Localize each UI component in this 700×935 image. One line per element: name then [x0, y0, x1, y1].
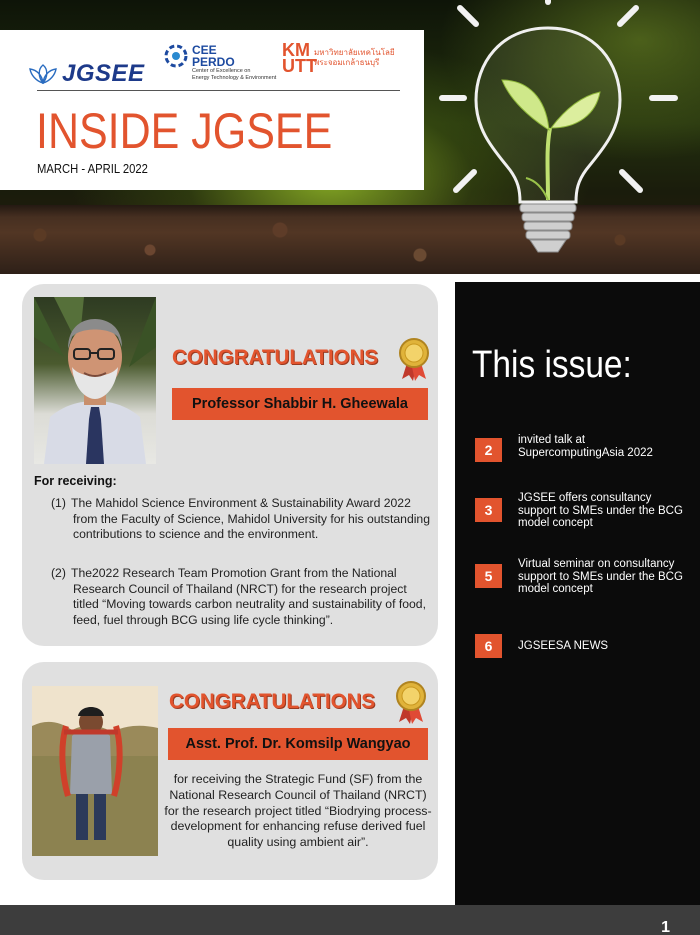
lightbulb-sprout-icon: [430, 0, 700, 274]
congratulations-card-wangyao: [22, 662, 438, 880]
issue-item[interactable]: [475, 492, 688, 530]
awardee-name-banner: Professor Shabbir H. Gheewala: [172, 388, 428, 420]
issue-item-label: Virtual seminar on consultancy support to SMEs under the BCG model concept: [518, 558, 683, 595]
cee-perdo-logo: CEE PERDO Center of Excellence on Energy Technology & Environment: [164, 44, 276, 82]
gold-medal-icon: [395, 680, 427, 724]
congratulations-heading: CONGRATULATIONS: [169, 690, 376, 713]
kmutt-logo: KM UTT มหาวิทยาลัยเทคโนโลยี พระจอมเกล้าธนบุรี: [282, 40, 395, 76]
issue-item[interactable]: [475, 434, 688, 462]
issue-item-label: JGSEE offers consultancy support to SMEs under the BCG model concept: [518, 492, 683, 529]
page-number-badge: 2: [475, 438, 502, 462]
congratulations-heading: CONGRATULATIONS: [172, 346, 379, 369]
issue-item[interactable]: [475, 634, 688, 658]
page-number-badge: 5: [475, 564, 502, 588]
issue-item[interactable]: [475, 558, 688, 596]
awardee-name-banner: Asst. Prof. Dr. Komsilp Wangyao: [168, 728, 428, 760]
issue-date: MARCH - APRIL 2022: [37, 162, 148, 176]
title-divider: [37, 90, 400, 91]
this-issue-sidebar: [455, 282, 700, 905]
jgsee-logo: JGSEE: [28, 60, 145, 88]
sidebar-heading: This issue:: [472, 344, 632, 386]
award-item: (1) The Mahidol Science Environment & Sustainability Award 2022 from the Faculty of Science, Mahidol University for his outstanding contributions to science and the environment.: [51, 496, 430, 541]
page-footer: [0, 905, 700, 935]
wangyao-photo: [32, 686, 158, 856]
award-item: (2) The2022 Research Team Promotion Grant from the National Research Council of Thailand (NRCT) for the research project titled “Moving towards carbon neutrality and sustainability of food, feed, fuel through BCG using life cycle thinking”.: [51, 566, 426, 627]
award-description: for receiving the Strategic Fund (SF) from the National Research Council of Thailand (NRCT) for the research project titled “Biodrying process-development for enhancing refuse derived fuel quality using ambient air”.: [164, 772, 432, 850]
page-number-badge: 6: [475, 634, 502, 658]
page-title: INSIDE JGSEE: [36, 103, 333, 159]
page-number: 1: [661, 919, 670, 935]
gheewala-photo: [34, 297, 156, 464]
issue-item-label: JGSEESA NEWS: [518, 640, 609, 652]
gold-medal-icon: [398, 337, 430, 381]
lotus-icon: [28, 63, 58, 85]
title-card: [0, 30, 424, 190]
congratulations-card-gheewala: [22, 284, 438, 646]
header-banner: [0, 0, 700, 274]
for-receiving-label: For receiving:: [34, 474, 117, 488]
cee-swirl-icon: [164, 44, 188, 68]
issue-item-label: invited talk at SupercomputingAsia 2022: [518, 434, 653, 459]
page-number-badge: 3: [475, 498, 502, 522]
